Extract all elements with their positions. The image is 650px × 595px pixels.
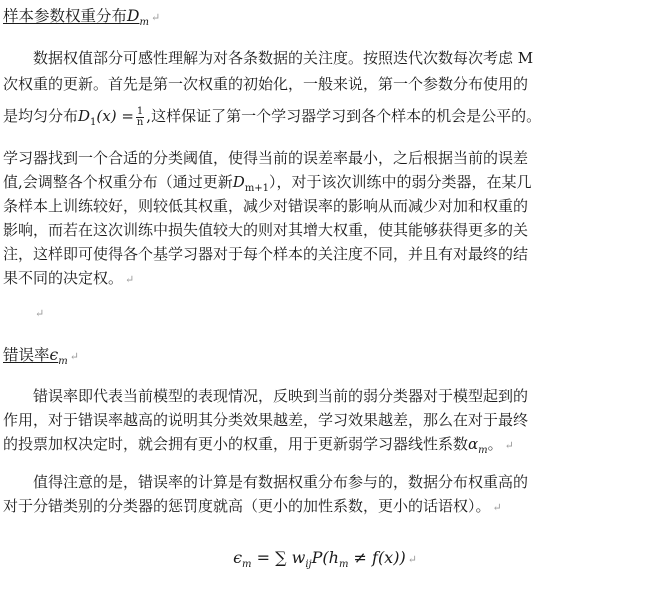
section-heading-weight-distribution [3, 6, 160, 33]
paragraph-mark-icon: ↵ [492, 501, 502, 514]
text-line: 学习器找到一个合适的分类阈值，使得当前的误差率最小，之后根据当前的误差 [3, 149, 529, 167]
text-line: 注，这样即可使得各个基学习器对于每个样本的关注度不同，并且有对最终的结 [3, 245, 529, 263]
paragraph-mark-icon: ↵ [150, 11, 161, 24]
heading-text: 样本参数权重分布$D_m$ [3, 7, 149, 28]
text-line: 的投票加权决定时，就会拥有更小的权重，用于更新弱学习器线性系数$\alpha_m$。 ↵ [3, 435, 514, 456]
paragraph-mark-icon: ↵ [69, 350, 79, 363]
heading-text: 错误率$\epsilon_m$ [3, 346, 68, 367]
text-line: 条样本上训练较好，则较低其权重，减少对错误率的影响从而减少对加和权重的 [3, 197, 529, 215]
paragraph-mark-icon: ↵ [125, 273, 135, 286]
text-line: 次权重的更新。首先是第一次权重的初始化，一般来说，第一个参数分布使用的 [3, 75, 529, 93]
text-line: 是均匀分布$D_1(x)$ = $\frac{1}{n}$ ,这样保证了第一个学习器学习到各个样本的机会是公平的。 [3, 105, 542, 128]
section-heading-error-rate [3, 345, 79, 372]
paragraph-error-rate-calculation [3, 470, 643, 518]
text-line: 对于分错类别的分类器的惩罚度就高（更小的加性系数，更小的话语权）。 ↵ [3, 497, 502, 515]
text-line: 数据权值部分可感性理解为对各条数据的关注度。按照迭代次数每次考虑 M [33, 49, 534, 67]
paragraph-weight-init [3, 46, 643, 128]
empty-paragraph-mark-icon: ↵ [35, 307, 45, 320]
error-rate-formula: $\epsilon_m$ = ∑ $w_{ij}P(h_m \ne f(x))$ ↵ [233, 548, 417, 570]
text-line: 错误率即代表当前模型的表现情况，反映到当前的弱分类器对于模型起到的 [33, 387, 529, 405]
paragraph-mark-icon: ↵ [407, 553, 417, 566]
paragraph-mark-icon: ↵ [504, 439, 514, 452]
text-line: 影响，而若在这次训练中损失值较大的则对其增大权重，使其能够获得更多的关 [3, 221, 529, 239]
text-line: 果不同的决定权。 ↵ [3, 269, 135, 287]
fraction: $\frac{1}{n}$ [136, 105, 144, 128]
text-line: 作用，对于错误率越高的说明其分类效果越差，学习效果越差，那么在对于最终 [3, 411, 529, 429]
text-line: 值,会调整各个权重分布（通过更新$D_{m+1}$），对于该次训练中的弱分类器，在某几 [3, 173, 532, 194]
paragraph-error-rate-meaning [3, 384, 643, 456]
text-line: 值得注意的是，错误率的计算是有数据权重分布参与的，数据分布权重高的 [33, 473, 529, 491]
paragraph-weight-update [3, 146, 643, 290]
